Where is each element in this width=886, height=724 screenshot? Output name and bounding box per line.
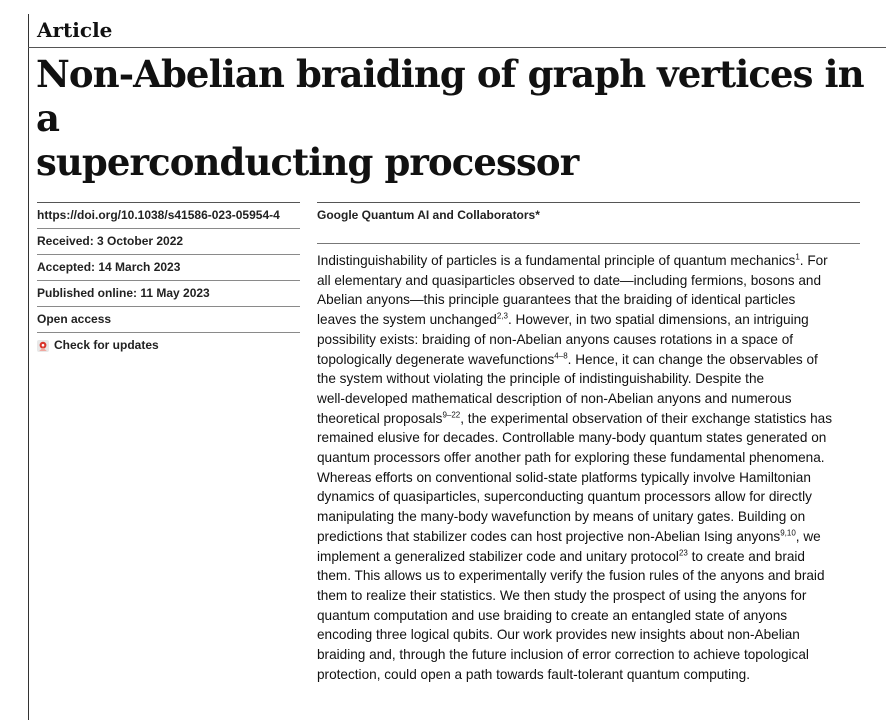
abstract-line xyxy=(317,547,869,567)
abstract-line xyxy=(317,310,869,330)
abstract-line xyxy=(317,625,869,645)
abstract-text: possibility exists: braiding of non-Abelian anyons causes rotations in a space of xyxy=(317,331,794,347)
abstract-text: , the experimental observation of their exchange statistics has xyxy=(460,410,832,426)
abstract-line xyxy=(317,409,869,429)
abstract-text: well-developed mathematical description of non-Abelian anyons and numerous xyxy=(317,390,792,406)
abstract-line xyxy=(317,271,869,291)
abstract-text: remained elusive for decades. Controllable many-body quantum states generated on xyxy=(317,430,827,446)
abstract-line xyxy=(317,428,869,448)
abstract-line xyxy=(317,507,869,527)
abstract-line xyxy=(317,606,869,626)
citation-ref[interactable]: 9–22 xyxy=(442,410,461,420)
section-label: Article xyxy=(37,18,113,42)
abstract-text: . Hence, it can change the observables of xyxy=(567,351,818,367)
abstract-text: topologically degenerate wavefunctions xyxy=(317,351,555,367)
abstract-line xyxy=(317,586,869,606)
abstract-text: . However, in two spatial dimensions, an intriguing xyxy=(507,312,809,328)
abstract-line xyxy=(317,566,869,586)
abstract-text: braiding and, through the future inclusion of error correction to achieve topological xyxy=(317,647,809,663)
accepted-date: Accepted: 14 March 2023 xyxy=(37,254,300,280)
authors-rule xyxy=(317,202,860,203)
abstract-line xyxy=(317,389,869,409)
abstract-line xyxy=(317,350,869,370)
abstract-text: quantum computation and use braiding to create an entangled state of anyons xyxy=(317,607,788,623)
left-margin-rule xyxy=(28,14,29,720)
abstract-text: theoretical proposals xyxy=(317,410,443,426)
abstract-text: Whereas efforts on conventional solid-state platforms typically involve Hamiltonian xyxy=(317,469,811,485)
citation-ref[interactable]: 4–8 xyxy=(554,350,568,360)
abstract-text: manipulating the many-body wavefunction by means of unitary gates. Building on xyxy=(317,509,806,525)
abstract-line xyxy=(317,290,869,310)
abstract-text: implement a generalized stabilizer code and unitary protocol xyxy=(317,548,679,564)
abstract xyxy=(317,251,869,684)
abstract-text: leaves the system unchanged xyxy=(317,312,497,328)
abstract-text: . For xyxy=(799,253,828,268)
abstract-text: , we xyxy=(795,528,821,544)
abstract-text: to create and braid xyxy=(687,548,805,564)
received-date: Received: 3 October 2022 xyxy=(37,228,300,254)
abstract-text: them to realize their statistics. We then study the prospect of using the anyons for xyxy=(317,587,807,603)
abstract-line xyxy=(317,369,869,389)
title-line-1: Non-Abelian braiding of graph vertices in a xyxy=(36,52,864,140)
abstract-rule xyxy=(317,243,860,244)
abstract-line xyxy=(317,527,869,547)
abstract-text: the system without violating the principle of indistinguishability. Despite the xyxy=(317,371,765,387)
abstract-text: dynamics of quasiparticles, superconducting quantum processors allow for directly xyxy=(317,489,812,505)
abstract-text: Indistinguishability of particles is a fundamental principle of quantum mechanics xyxy=(317,253,796,268)
abstract-text: all elementary and quasiparticles observed to date—including fermions, bosons and xyxy=(317,272,822,288)
check-for-updates-label: Check for updates xyxy=(54,338,159,352)
abstract-text: encoding three logical qubits. Our work provides new insights about non-Abelian xyxy=(317,627,800,643)
check-for-updates-button[interactable] xyxy=(37,332,300,358)
abstract-line xyxy=(317,330,869,350)
open-access-label: Open access xyxy=(37,306,300,332)
abstract-text: protection, could open a path towards fault-tolerant quantum computing. xyxy=(317,666,751,682)
abstract-line xyxy=(317,487,869,507)
article-title xyxy=(36,52,876,184)
citation-ref[interactable]: 9,10 xyxy=(780,528,796,538)
citation-ref[interactable]: 1 xyxy=(795,252,800,262)
header-rule xyxy=(28,47,886,48)
abstract-line xyxy=(317,251,869,271)
citation-ref[interactable]: 2,3 xyxy=(496,311,508,321)
crossmark-badge-icon xyxy=(37,340,49,352)
abstract-text: predictions that stabilizer codes can host projective non-Abelian Ising anyons xyxy=(317,528,781,544)
abstract-text: them. This allows us to experimentally verify the fusion rules of the anyons and braid xyxy=(317,568,825,584)
abstract-line xyxy=(317,645,869,665)
doi-link[interactable]: https://doi.org/10.1038/s41586-023-05954-4 xyxy=(37,202,300,228)
abstract-line xyxy=(317,665,869,685)
published-date: Published online: 11 May 2023 xyxy=(37,280,300,306)
abstract-line xyxy=(317,448,869,468)
abstract-line xyxy=(317,468,869,488)
title-line-2: superconducting processor xyxy=(36,140,579,184)
article-metadata xyxy=(37,202,300,358)
abstract-text: quantum processors offer another path for exploring these fundamental phenomena. xyxy=(317,450,825,466)
authors: Google Quantum AI and Collaborators* xyxy=(317,208,540,222)
citation-ref[interactable]: 23 xyxy=(678,548,688,558)
abstract-text: Abelian anyons—this principle guarantees that the braiding of identical particles xyxy=(317,292,796,308)
